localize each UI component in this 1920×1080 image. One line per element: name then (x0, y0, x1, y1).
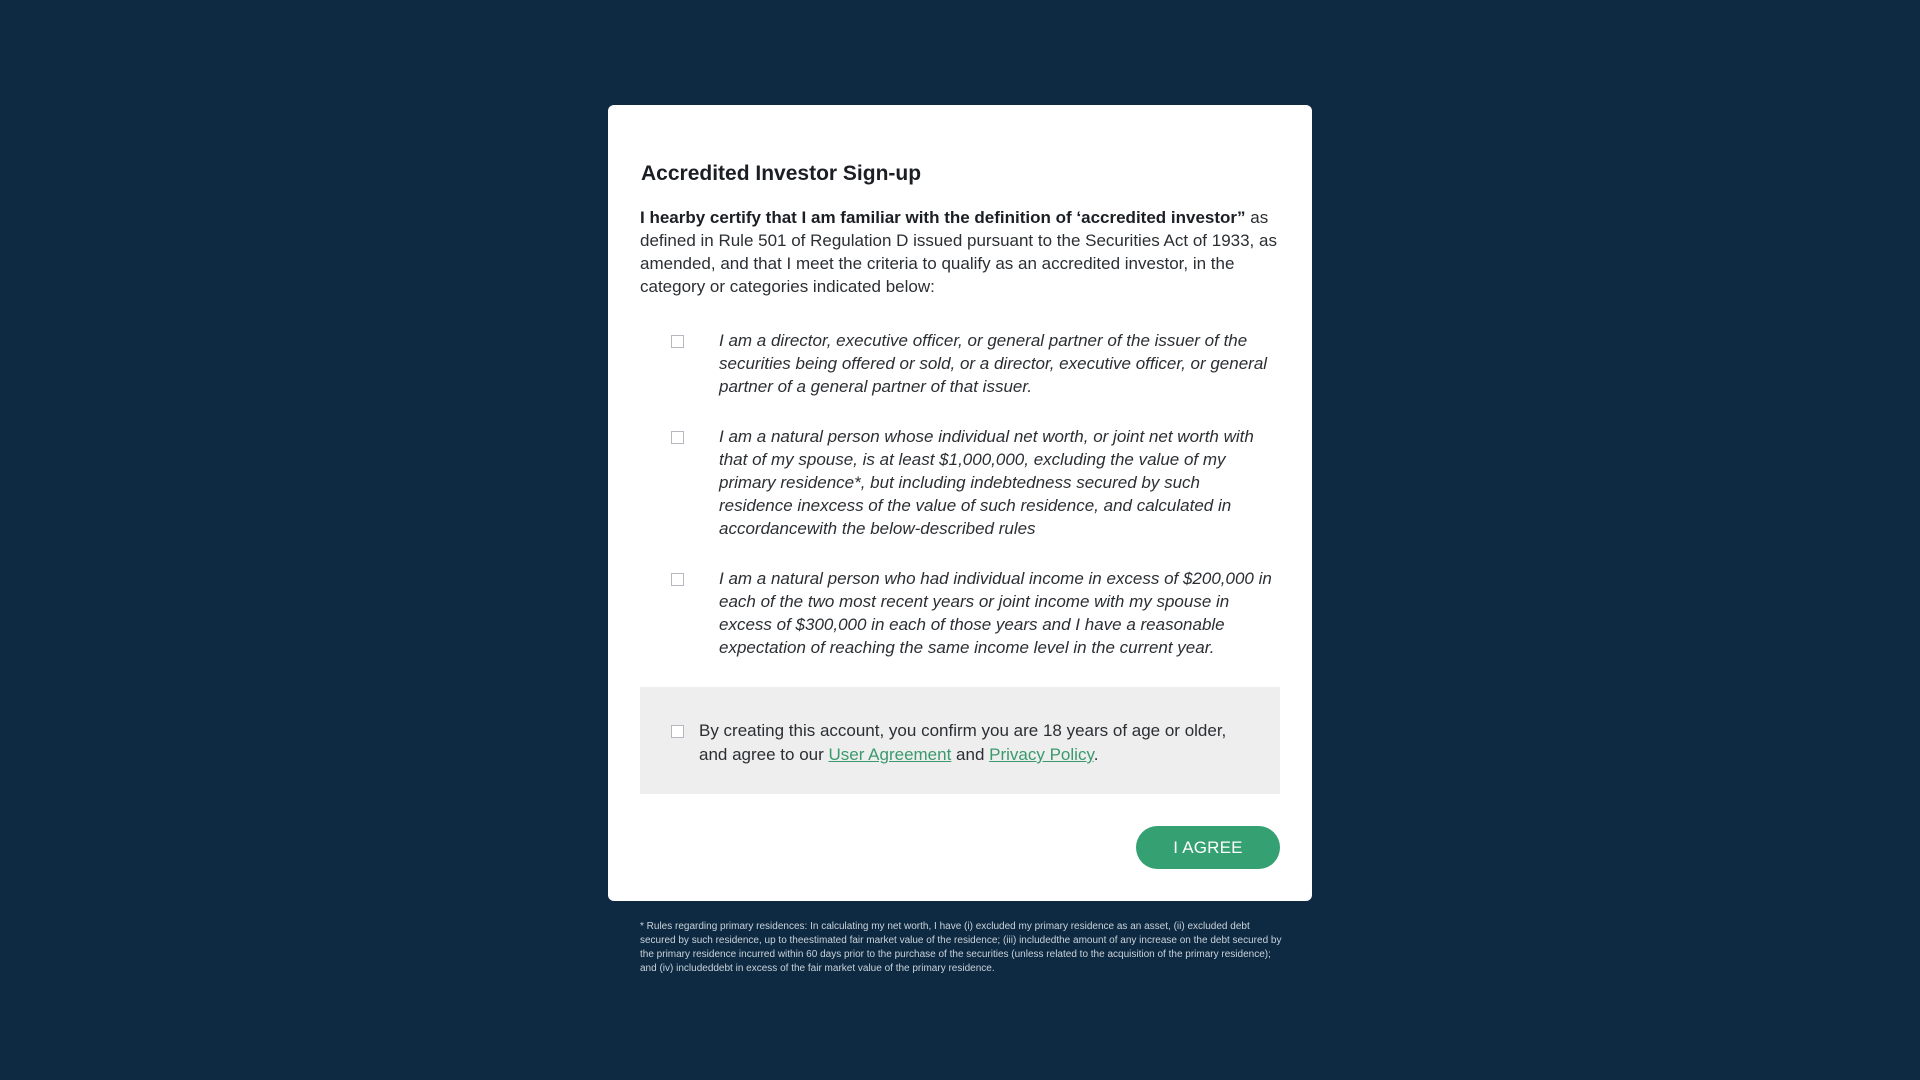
criteria-list (640, 329, 1280, 659)
criterion-income-checkbox[interactable] (671, 573, 684, 586)
consent-and-text: and (951, 745, 990, 764)
consent-text-before: By creating this account, you confirm you are 18 years of age or older, and agree to our (699, 721, 1227, 764)
primary-residence-footnote: * Rules regarding primary residences: In calculating my net worth, I have (i) excluded my primary residence as an asset, (ii) excluded debt secured by such residence, up to theestimated fair market value of the residence; (iii) includedthe amount of any increase on the debt secured by the primary residence incurred within 60 days prior to the purchase of the securities (unless related to the acquisition of the primary residence); and (iv) includeddebt in excess of the fair market value of the primary residence. (640, 921, 1282, 974)
criterion-director-text: I am a director, executive officer, or general partner of the issuer of the securities being offered or sold, or a director, executive officer, or general partner of a general partner of that issuer. (719, 331, 1268, 396)
criterion-income (640, 567, 1280, 659)
certification-intro-bold: I hearby certify that I am familiar with the definition of ‘accredited investor” (640, 208, 1246, 227)
consent-text (699, 719, 1256, 767)
modal-title: Accredited Investor Sign-up (641, 162, 922, 185)
consent-box (640, 687, 1280, 794)
criterion-director-checkbox[interactable] (671, 335, 684, 348)
criterion-income-text: I am a natural person who had individual income in excess of $200,000 in each of the two most recent years or joint income with my spouse in excess of $300,000 in each of those years and I have a reasonable expectation of reaching the same income level in the current year. (719, 569, 1272, 657)
signup-modal (608, 105, 1312, 901)
certification-intro-rest: as defined in Rule 501 of Regulation D issued pursuant to the Securities Act of 1933, as amended, and that I meet the criteria to qualify as an accredited investor, in the category or categories indicated below: (640, 208, 1277, 296)
user-agreement-link[interactable]: User Agreement (828, 745, 952, 764)
criterion-director (640, 329, 1280, 398)
consent-period: . (1093, 745, 1099, 764)
criterion-net-worth-checkbox[interactable] (671, 431, 684, 444)
criterion-net-worth-text: I am a natural person whose individual net worth, or joint net worth with that of my spouse, is at least $1,000,000, excluding the value of my primary residence*, but including indebtedness secured by such residence inexcess of the value of such residence, and calculated in accordancewith the below-described rules (719, 427, 1254, 538)
certification-intro (640, 206, 1280, 298)
agree-button[interactable]: I AGREE (1136, 826, 1280, 869)
privacy-policy-link[interactable]: Privacy Policy (989, 745, 1094, 764)
criterion-net-worth (640, 425, 1280, 540)
consent-checkbox[interactable] (671, 725, 684, 738)
